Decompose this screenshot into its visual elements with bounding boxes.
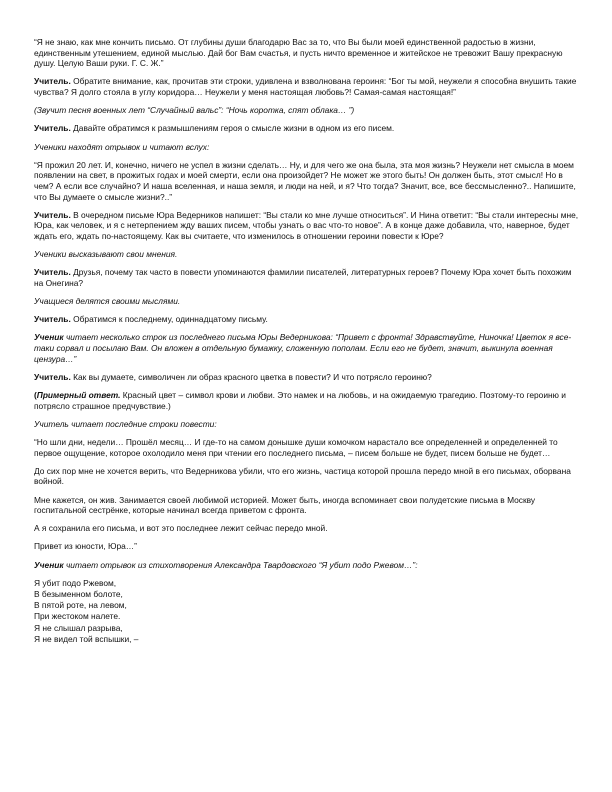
document-page bbox=[34, 37, 582, 645]
poem-line: Я не видел той вспышки, – bbox=[34, 633, 139, 644]
teacher-remark: Учитель. Обратите внимание, как, прочитав эти строки, удивлена и взволнована героиня: “Бог ты мой, неужели я способна внушить такие чувства? Я долго стояла в углу коридора… Неужели у меня настоящая любовь?! Самая-самая настоящая!” bbox=[34, 76, 577, 97]
speaker-label: Учитель. bbox=[34, 123, 71, 134]
letter-quote: “Я прожил 20 лет. И, конечно, ничего не успел в жизни сделать… Ну, и для чего же она была, эта моя жизнь? Неужели нет смысла в моем появлении на свет, в прожитых годах и моей смерти, если она произойдет? Не может же этого быть! Он должен быть, этот смысл! Но в чем? А если все случайно? И наша вселенная, и наша земля, и люди на ней, и я? Что тогда? Значит, все, все бессмысленно?.. Напишите, что Вы думаете о смысле жизни?..” bbox=[34, 159, 576, 202]
poem-line: Я не слышал разрыва, bbox=[34, 622, 123, 633]
teacher-remark: Учитель. Как вы думаете, символичен ли образ красного цветка в повести? И что потрясло героиню? bbox=[34, 371, 432, 382]
story-quote: Мне кажется, он жив. Занимается своей любимой историей. Может быть, иногда вспоминает свои полудетские письма в Москву госпитальной сестрёнке, которые начинал всегда приветом с фронта. bbox=[34, 494, 536, 516]
speaker-label: Ученик bbox=[34, 559, 64, 570]
sample-answer-label: Примерный ответ. bbox=[36, 389, 121, 400]
speaker-label: Учитель. bbox=[34, 209, 71, 220]
story-quote: Привет из юности, Юра…” bbox=[34, 541, 137, 552]
poem-line: Я убит подо Ржевом, bbox=[34, 577, 117, 588]
story-quote: А я сохранила его письма, и вот это последнее лежит сейчас передо мной. bbox=[34, 523, 328, 534]
teacher-remark: Учитель. Друзья, почему так часто в повести упоминаются фамилии писателей, литературных героев? Почему Юра хочет быть похожим на Онегина? bbox=[34, 267, 572, 288]
student-reading: Ученик читает несколько строк из последнего письма Юры Ведерникова: “Привет с фронта! Здравствуйте, Ниночка! Цветок я все-таки сорвал и посылаю Вам. Он вложен в отдельную бумажку, сложенную пополам. Если его не будет, значит, выкинула военная цензура…” bbox=[34, 332, 572, 364]
speaker-label: Учитель. bbox=[34, 267, 71, 278]
poem-excerpt bbox=[34, 578, 582, 645]
story-quote: До сих пор мне не хочется верить, что Ведерникова убили, что его жизнь, частица которой прошла передо мной в его письмах, оборвана войной. bbox=[34, 465, 571, 487]
speaker-label: Учитель. bbox=[34, 314, 71, 325]
sample-answer: (Примерный ответ. Красный цвет – символ крови и любви. Это намек и на любовь, и на ожидаемую трагедию. Поэтому-то героиню и потрясло страшное предчувствие.) bbox=[34, 389, 566, 411]
student-reading: Ученик читает отрывок из стихотворения Александра Твардовского “Я убит подо Ржевом…”: bbox=[34, 559, 418, 570]
story-quote: “Но шли дни, недели… Прошёл месяц… И где-то на самом донышке души комочком нарастало все определенней и определенней то первое ощущение, которое охолодило меня при чтении его последнего письма, – писем больше не будет, писем больше не будет… bbox=[34, 436, 558, 458]
speaker-label: Ученик bbox=[34, 332, 64, 343]
speaker-label: Учитель. bbox=[34, 371, 71, 382]
poem-line: При жестоком налете. bbox=[34, 611, 121, 622]
poem-line: В безыменном болоте, bbox=[34, 589, 123, 600]
stage-direction: Учитель читает последние строки повести: bbox=[34, 418, 217, 429]
stage-direction: Ученики находят отрывок и читают вслух: bbox=[34, 141, 210, 152]
teacher-remark: Учитель. Давайте обратимся к размышлениям героя о смысле жизни в одном из его писем. bbox=[34, 123, 395, 134]
letter-quote: “Я не знаю, как мне кончить письмо. От глубины души благодарю Вас за то, что Вы были моей единственной радостью в жизни, единственным утешением, единой мыслью. Дай бог Вам счастья, и пусть ничто временное и житейское не тревожит Вашу прекрасную душу. Целую Ваши руки. Г. С. Ж.” bbox=[34, 37, 563, 69]
teacher-remark: Учитель. Обратимся к последнему, одиннадцатому письму. bbox=[34, 314, 268, 325]
stage-direction: Ученики высказывают свои мнения. bbox=[34, 249, 178, 260]
stage-direction: Учащиеся делятся своими мыслями. bbox=[34, 296, 181, 307]
teacher-remark: Учитель. В очередном письме Юра Ведерников напишет: “Вы стали ко мне лучше относиться”. И Нина ответит: “Вы стали интересны мне, Юра, как человек, и я с нетерпением жду ваших писем, чтобы узнать о вас что-то новое”. А в конце даже добавила, что, наверное, будет ждать его, ждать по-настоящему. Как вы считаете, что изменилось в отношении героини повести к Юре? bbox=[34, 209, 579, 241]
speaker-label: Учитель. bbox=[34, 76, 71, 87]
poem-line: В пятой роте, на левом, bbox=[34, 600, 127, 611]
stage-direction: (Звучит песня военных лет “Случайный вальс”: “Ночь коротка, спят облака… ”) bbox=[34, 105, 355, 116]
